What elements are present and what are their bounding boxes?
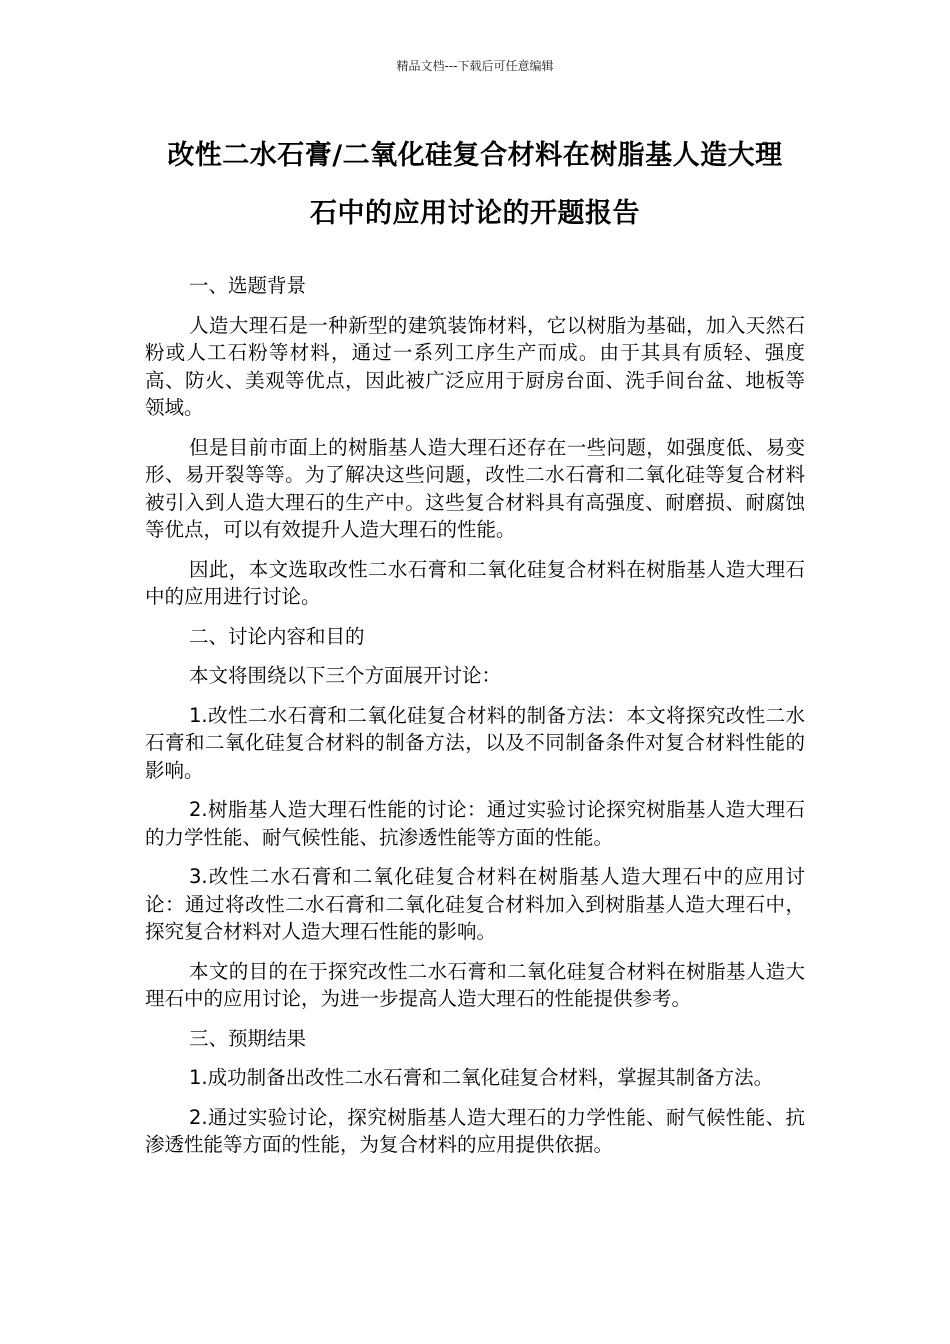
section-heading-content: 二、讨论内容和目的	[189, 624, 365, 648]
list-item: 1.改性二水石膏和二氧化硅复合材料的制备方法：本文将探究改性二水石膏和二氧化硅复合材料的制备方法，以及不同制备条件对复合材料性能的影响。	[145, 703, 805, 782]
list-item: 1.成功制备出改性二水石膏和二氧化硅复合材料，掌握其制备方法。	[189, 1066, 774, 1089]
paragraph: 人造大理石是一种新型的建筑装饰材料，它以树脂为基础，加入天然石粉或人工石粉等材料，通过一系列工序生产而成。由于其具有质轻、强度高、防火、美观等优点，因此被广泛应用于厨房台面、洗手间台盆、地板等领域。	[145, 313, 805, 419]
list-item: 2.树脂基人造大理石性能的讨论：通过实验讨论探究树脂基人造大理石的力学性能、耐气候性能、抗渗透性能等方面的性能。	[145, 798, 805, 849]
list-item: 3.改性二水石膏和二氧化硅复合材料在树脂基人造大理石中的应用讨论：通过将改性二水石膏和二氧化硅复合材料加入到树脂基人造大理石中，探究复合材料对人造大理石性能的影响。	[145, 865, 805, 943]
paragraph: 但是目前市面上的树脂基人造大理石还存在一些问题，如强度低、易变形、易开裂等等。为了解决这些问题，改性二水石膏和二氧化硅等复合材料被引入到人造大理石的生产中。这些复合材料具有高强度、耐磨损、耐腐蚀等优点，可以有效提升人造大理石的性能。	[145, 435, 805, 541]
paragraph: 本文的目的在于探究改性二水石膏和二氧化硅复合材料在树脂基人造大理石中的应用讨论，为进一步提高人造大理石的性能提供参考。	[145, 959, 805, 1010]
document-title-line-1: 改性二水石膏/二氧化硅复合材料在树脂基人造大理	[167, 140, 783, 171]
list-item: 2.通过实验讨论，探究树脂基人造大理石的力学性能、耐气候性能、抗渗透性能等方面的性能，为复合材料的应用提供依据。	[145, 1105, 805, 1156]
paragraph: 因此，本文选取改性二水石膏和二氧化硅复合材料在树脂基人造大理石中的应用进行讨论。	[145, 557, 805, 608]
paragraph: 本文将围绕以下三个方面展开讨论：	[189, 664, 502, 687]
document-title-line-2: 石中的应用讨论的开题报告	[310, 198, 640, 229]
document-body	[145, 272, 805, 1171]
section-heading-results: 三、预期结果	[189, 1026, 307, 1050]
section-heading-background: 一、选题背景	[189, 274, 307, 297]
header-note: 精品文档---下载后可任意编辑	[396, 59, 554, 73]
